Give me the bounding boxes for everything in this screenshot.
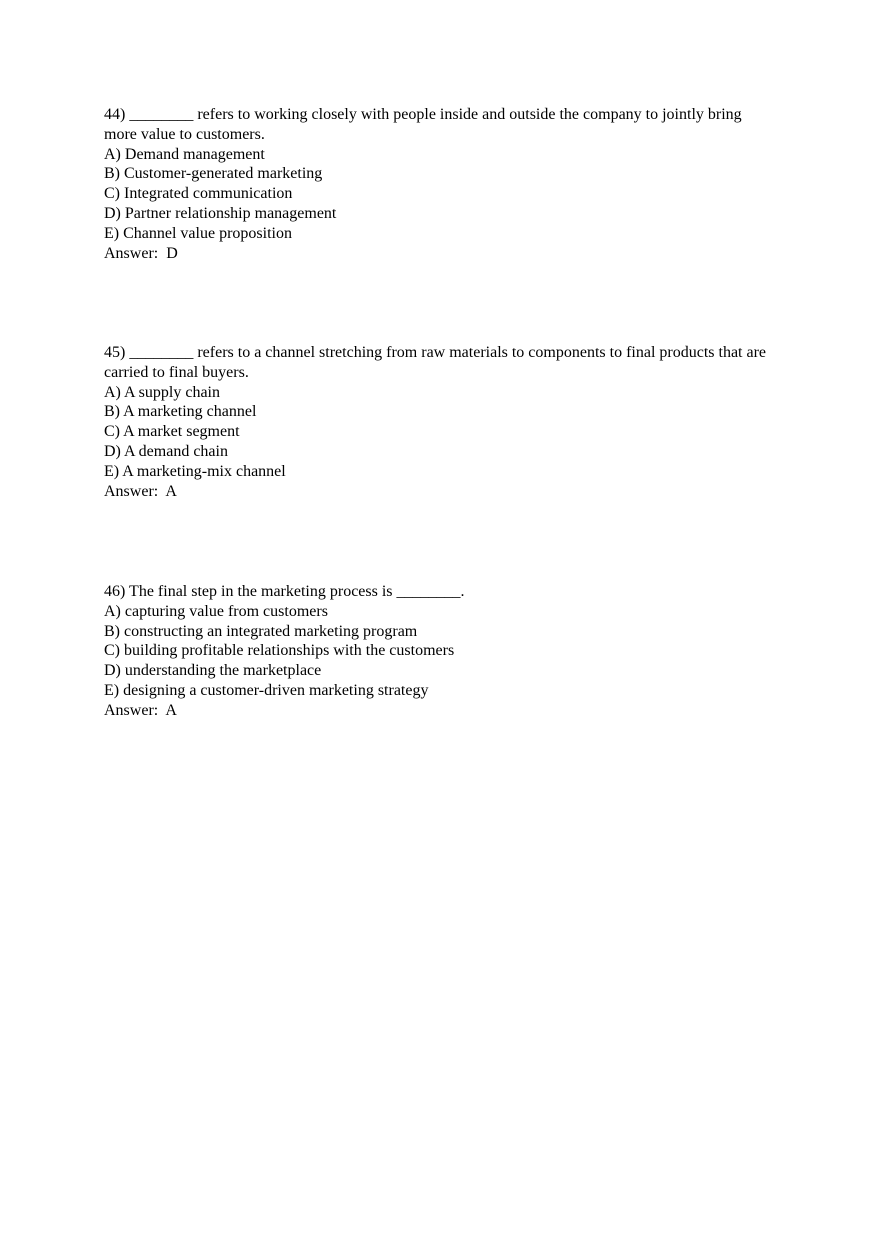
answer-option-b: B) Customer-generated marketing — [104, 165, 323, 183]
correct-answer: Answer: D — [104, 244, 178, 262]
answer-option-c: C) A market segment — [104, 423, 240, 441]
answer-option-e: E) Channel value proposition — [104, 224, 292, 242]
question-46 — [104, 582, 772, 721]
answer-option-e: E) A marketing-mix channel — [104, 462, 286, 480]
question-44 — [104, 105, 772, 263]
answer-option-c: C) Integrated communication — [104, 185, 293, 203]
question-stem: 45) ________ refers to a channel stretching from raw materials to components to final products that are carried to final buyers. — [104, 344, 767, 381]
correct-answer: Answer: A — [104, 701, 177, 719]
answer-option-b: B) A marketing channel — [104, 403, 257, 421]
answer-option-b: B) constructing an integrated marketing program — [104, 622, 418, 640]
question-stem: 46) The final step in the marketing process is ________. — [104, 583, 465, 600]
question-45 — [104, 343, 772, 501]
answer-option-a: A) Demand management — [104, 145, 265, 163]
correct-answer: Answer: A — [104, 482, 177, 500]
answer-option-d: D) Partner relationship management — [104, 204, 337, 222]
question-stem: 44) ________ refers to working closely with people inside and outside the company to jointly bring more value to customers. — [104, 106, 742, 143]
answer-option-e: E) designing a customer-driven marketing strategy — [104, 681, 429, 699]
answer-option-c: C) building profitable relationships with the customers — [104, 642, 455, 660]
answer-option-d: D) A demand chain — [104, 442, 228, 460]
answer-option-a: A) capturing value from customers — [104, 602, 328, 620]
answer-option-d: D) understanding the marketplace — [104, 662, 322, 680]
answer-option-a: A) A supply chain — [104, 383, 220, 401]
